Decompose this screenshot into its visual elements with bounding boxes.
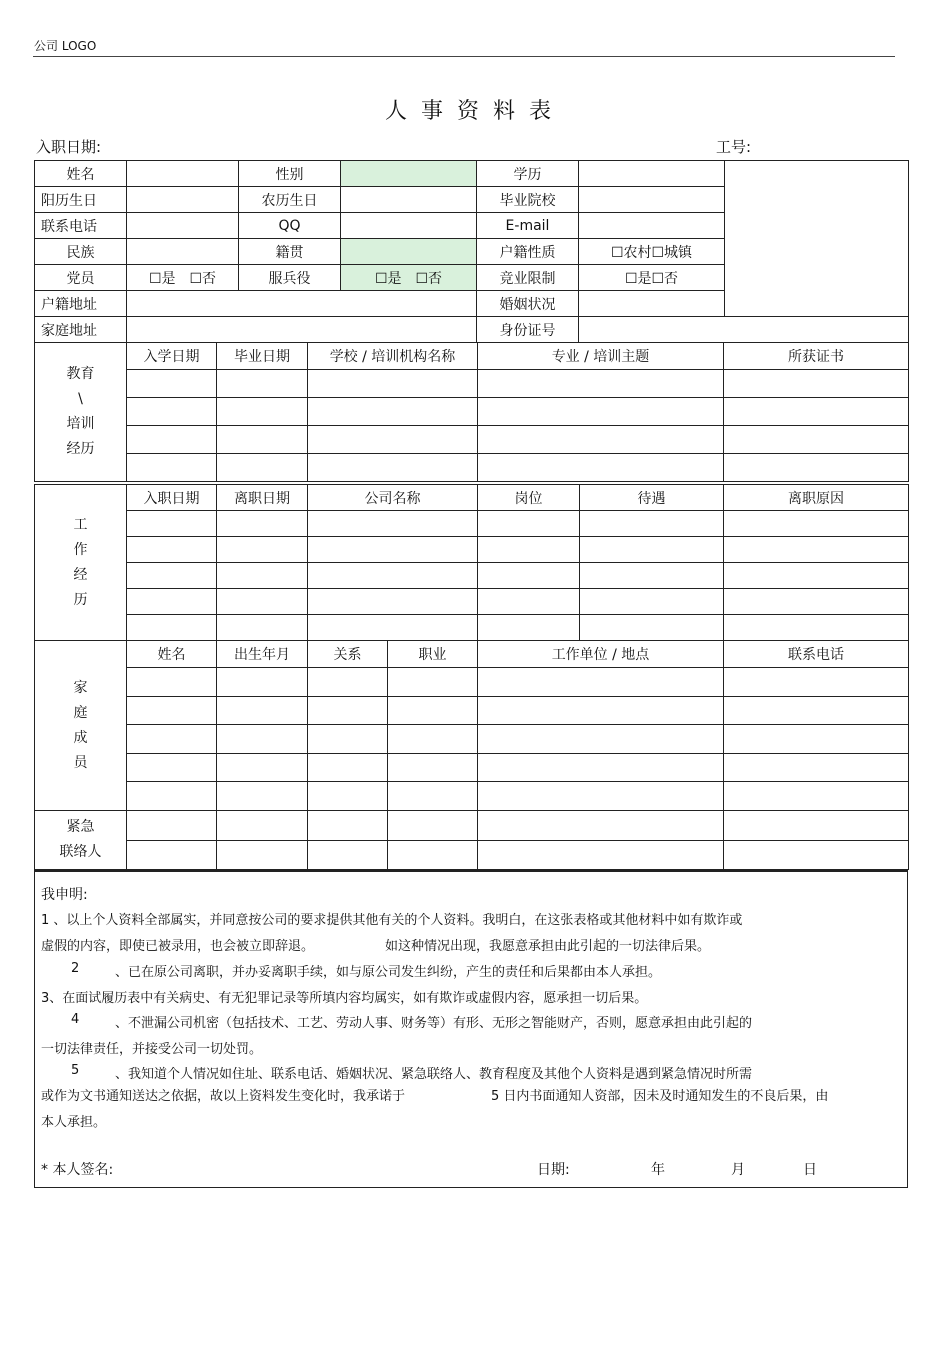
table-cell[interactable] (127, 668, 217, 697)
basic-info-table (34, 160, 909, 343)
table-cell[interactable] (724, 841, 909, 870)
table-row (35, 398, 909, 426)
table-cell[interactable] (217, 697, 308, 725)
col-header: 入学日期 (127, 343, 217, 370)
table-cell[interactable] (308, 426, 478, 454)
education-label-line: 教育 (66, 366, 95, 382)
table-cell[interactable] (478, 697, 724, 725)
input-native-place[interactable] (341, 239, 477, 265)
family-section-label (35, 641, 127, 811)
input-name[interactable] (127, 161, 239, 187)
table-cell[interactable] (217, 725, 308, 754)
label-hukou-type: 户籍性质 (477, 239, 579, 265)
col-header: 姓名 (127, 641, 217, 668)
table-cell[interactable] (478, 511, 580, 537)
input-email[interactable] (579, 213, 725, 239)
table-cell[interactable] (217, 754, 308, 782)
declaration-line-2b: 如这种情况出现，我愿意承担由此引起的一切法律后果。 (385, 939, 711, 954)
input-id-no[interactable] (579, 317, 909, 343)
table-cell[interactable] (724, 563, 909, 589)
work-label-line: 经 (73, 566, 88, 583)
work-label-line: 历 (73, 591, 88, 608)
table-row (35, 454, 909, 482)
table-row (35, 370, 909, 398)
table-cell[interactable] (478, 811, 724, 841)
input-gender[interactable] (341, 161, 477, 187)
label-native-place: 籍贯 (239, 239, 341, 265)
label-email: E-mail (477, 213, 579, 239)
education-section-label (35, 343, 127, 482)
label-home-address: 家庭地址 (35, 317, 127, 343)
declaration-box (34, 870, 908, 1188)
label-lunar-birthday: 农历生日 (239, 187, 341, 213)
input-qq[interactable] (341, 213, 477, 239)
input-phone[interactable] (127, 213, 239, 239)
table-cell[interactable] (724, 754, 909, 782)
page-title: 人事资料表 (384, 99, 565, 124)
employee-no-label: 工号: (716, 138, 752, 156)
table-cell[interactable] (127, 537, 217, 563)
table-cell[interactable] (388, 697, 478, 725)
table-cell[interactable] (388, 754, 478, 782)
table-cell[interactable] (308, 668, 388, 697)
col-header: 待遇 (580, 485, 724, 511)
noncompete-checkboxes[interactable]: ☐是☐否 (579, 265, 725, 291)
input-hukou-address[interactable] (127, 291, 477, 317)
declaration-line-8b: 5 日内书面通知人资部，因未及时通知发生的不良后果，由 (491, 1089, 829, 1104)
table-cell[interactable] (127, 754, 217, 782)
col-header: 联系电话 (724, 641, 909, 668)
table-row (35, 615, 909, 641)
work-label-line: 工 (73, 516, 88, 533)
family-label-line: 员 (73, 754, 88, 771)
table-cell[interactable] (217, 511, 308, 537)
work-section-label (35, 485, 127, 641)
col-header: 离职日期 (217, 485, 308, 511)
table-cell[interactable] (308, 811, 388, 841)
table-row (35, 563, 909, 589)
table-row (35, 725, 909, 754)
education-label-line: 经历 (66, 441, 95, 457)
table-row (35, 754, 909, 782)
input-lunar-birthday[interactable] (341, 187, 477, 213)
table-cell[interactable] (217, 615, 308, 641)
label-gender: 性别 (239, 161, 341, 187)
table-cell[interactable] (478, 725, 724, 754)
work-label-line: 作 (73, 541, 88, 558)
education-label-line: 培训 (66, 416, 95, 432)
table-cell[interactable] (478, 398, 724, 426)
table-cell[interactable] (308, 511, 478, 537)
table-cell[interactable] (217, 841, 308, 870)
table-cell[interactable] (388, 841, 478, 870)
input-home-address[interactable] (127, 317, 477, 343)
label-education: 学历 (477, 161, 579, 187)
table-cell[interactable] (580, 589, 724, 615)
declaration-line-3b: 、已在原公司离职，并办妥离职手续，如与原公司发生纠纷，产生的责任和后果都由本人承担。 (115, 965, 662, 980)
table-cell[interactable] (580, 537, 724, 563)
table-cell[interactable] (388, 782, 478, 811)
table-row (35, 589, 909, 615)
col-header: 岗位 (478, 485, 580, 511)
table-cell[interactable] (580, 615, 724, 641)
declaration-line-3a: 2 (71, 961, 80, 976)
table-cell[interactable] (127, 697, 217, 725)
table-cell[interactable] (388, 811, 478, 841)
table-row (35, 697, 909, 725)
col-header: 专业 / 培训主题 (478, 343, 724, 370)
table-cell[interactable] (308, 370, 478, 398)
table-cell[interactable] (308, 725, 388, 754)
table-cell[interactable] (217, 811, 308, 841)
table-cell[interactable] (478, 563, 580, 589)
table-row (35, 841, 909, 870)
declaration-line-2a: 虚假的内容，即使已被录用，也会被立即辞退。 (41, 939, 315, 954)
label-marital: 婚姻状况 (477, 291, 579, 317)
table-cell[interactable] (724, 589, 909, 615)
label-noncompete: 竞业限制 (477, 265, 579, 291)
table-cell[interactable] (724, 537, 909, 563)
date-label: 日期: (537, 1162, 570, 1178)
declaration-line-5a: 4 (71, 1012, 80, 1027)
col-header: 毕业日期 (217, 343, 308, 370)
table-cell[interactable] (127, 725, 217, 754)
declaration-heading: 我申明: (41, 887, 88, 903)
declaration-line-9: 本人承担。 (41, 1115, 107, 1130)
table-cell[interactable] (217, 398, 308, 426)
table-row (35, 668, 909, 697)
col-header: 入职日期 (127, 485, 217, 511)
table-row (35, 537, 909, 563)
emergency-contact-label (35, 811, 127, 870)
table-cell[interactable] (724, 426, 909, 454)
declaration-line-6: 一切法律责任，并接受公司一切处罚。 (41, 1042, 263, 1057)
table-cell[interactable] (580, 511, 724, 537)
declaration-line-7a: 5 (71, 1063, 80, 1078)
table-cell[interactable] (217, 589, 308, 615)
col-header: 所获证书 (724, 343, 909, 370)
table-cell[interactable] (308, 454, 478, 482)
label-school: 毕业院校 (477, 187, 579, 213)
col-header: 关系 (308, 641, 388, 668)
table-row (35, 511, 909, 537)
emergency-label-line: 联络人 (59, 844, 102, 860)
table-cell[interactable] (308, 537, 478, 563)
table-cell[interactable] (478, 754, 724, 782)
table-cell[interactable] (308, 697, 388, 725)
signature-label: * 本人签名: (41, 1162, 114, 1178)
label-qq: QQ (239, 213, 341, 239)
table-cell[interactable] (478, 668, 724, 697)
table-cell[interactable] (127, 398, 217, 426)
table-cell[interactable] (308, 782, 388, 811)
education-label-line: \ (78, 391, 83, 407)
work-table (34, 484, 909, 641)
col-header: 出生年月 (217, 641, 308, 668)
table-cell[interactable] (127, 454, 217, 482)
table-cell[interactable] (308, 589, 478, 615)
table-cell[interactable] (217, 563, 308, 589)
military-checkboxes[interactable]: ☐是 ☐否 (341, 265, 477, 291)
label-ethnicity: 民族 (35, 239, 127, 265)
table-cell[interactable] (478, 370, 724, 398)
table-cell[interactable] (127, 615, 217, 641)
table-cell[interactable] (127, 782, 217, 811)
party-checkboxes[interactable]: ☐是 ☐否 (127, 265, 239, 291)
table-cell[interactable] (478, 454, 724, 482)
label-hukou-address: 户籍地址 (35, 291, 127, 317)
table-cell[interactable] (724, 615, 909, 641)
emergency-label-line: 紧急 (66, 819, 95, 835)
col-header: 工作单位 / 地点 (478, 641, 724, 668)
table-cell[interactable] (308, 754, 388, 782)
entry-date-label: 入职日期: (36, 138, 102, 156)
table-cell[interactable] (217, 537, 308, 563)
table-cell[interactable] (724, 511, 909, 537)
input-education[interactable] (579, 161, 725, 187)
table-cell[interactable] (127, 370, 217, 398)
family-label-line: 庭 (73, 704, 88, 721)
table-cell[interactable] (217, 454, 308, 482)
col-header: 学校 / 培训机构名称 (308, 343, 478, 370)
table-cell[interactable] (724, 782, 909, 811)
input-ethnicity[interactable] (127, 239, 239, 265)
family-table (34, 640, 909, 870)
declaration-line-1: 1 、以上个人资料全部属实，并同意按公司的要求提供其他有关的个人资料。我明白，在这张表格或其他材料中如有欺诈或 (41, 913, 743, 928)
header-divider (33, 56, 895, 57)
family-label-line: 成 (73, 729, 88, 746)
input-solar-birthday[interactable] (127, 187, 239, 213)
table-cell[interactable] (308, 841, 388, 870)
table-cell[interactable] (127, 811, 217, 841)
table-cell[interactable] (478, 589, 580, 615)
table-cell[interactable] (724, 811, 909, 841)
label-party: 党员 (35, 265, 127, 291)
col-header: 离职原因 (724, 485, 909, 511)
hukou-type-checkboxes[interactable]: ☐农村☐城镇 (579, 239, 725, 265)
table-cell[interactable] (478, 615, 580, 641)
declaration-line-8a: 或作为文书通知送达之依据，故以上资料发生变化时，我承诺于 (41, 1089, 406, 1104)
table-cell[interactable] (388, 668, 478, 697)
table-cell[interactable] (127, 426, 217, 454)
declaration-line-5b: 、不泄漏公司机密（包括技术、工艺、劳动人事、财务等）有形、无形之智能财产，否则，愿意承担由此引起的 (115, 1016, 753, 1031)
year-label: 年 (651, 1162, 665, 1178)
col-header: 公司名称 (308, 485, 478, 511)
table-cell[interactable] (308, 615, 478, 641)
table-cell[interactable] (724, 398, 909, 426)
table-cell[interactable] (127, 563, 217, 589)
label-id-no: 身份证号 (477, 317, 579, 343)
day-label: 日 (803, 1162, 817, 1178)
table-cell[interactable] (724, 668, 909, 697)
table-cell[interactable] (127, 841, 217, 870)
table-cell[interactable] (217, 668, 308, 697)
table-cell[interactable] (127, 589, 217, 615)
table-cell[interactable] (724, 725, 909, 754)
table-cell[interactable] (217, 782, 308, 811)
col-header: 职业 (388, 641, 478, 668)
table-cell[interactable] (308, 398, 478, 426)
label-name: 姓名 (35, 161, 127, 187)
table-cell[interactable] (127, 511, 217, 537)
table-cell[interactable] (388, 725, 478, 754)
label-military: 服兵役 (239, 265, 341, 291)
table-cell[interactable] (724, 454, 909, 482)
photo-area[interactable] (725, 161, 909, 317)
table-cell[interactable] (478, 841, 724, 870)
table-row (35, 782, 909, 811)
table-cell[interactable] (478, 782, 724, 811)
table-cell[interactable] (580, 563, 724, 589)
table-row (35, 426, 909, 454)
table-cell[interactable] (217, 426, 308, 454)
input-marital[interactable] (579, 291, 725, 317)
label-solar-birthday: 阳历生日 (35, 187, 127, 213)
table-cell[interactable] (724, 697, 909, 725)
education-table (34, 342, 909, 482)
table-cell[interactable] (308, 563, 478, 589)
table-cell[interactable] (724, 370, 909, 398)
label-phone: 联系电话 (35, 213, 127, 239)
declaration-line-7b: 、我知道个人情况如住址、联系电话、婚姻状况、紧急联络人、教育程度及其他个人资料是遇到紧急情况时所需 (115, 1067, 753, 1082)
table-cell[interactable] (478, 426, 724, 454)
input-school[interactable] (579, 187, 725, 213)
month-label: 月 (731, 1162, 745, 1178)
family-label-line: 家 (73, 679, 88, 696)
company-logo-text: 公司 LOGO (34, 39, 97, 53)
table-cell[interactable] (478, 537, 580, 563)
table-cell[interactable] (217, 370, 308, 398)
declaration-line-4: 3、在面试履历表中有关病史、有无犯罪记录等所填内容均属实，如有欺诈或虚假内容，愿承担一切后果。 (41, 991, 648, 1006)
